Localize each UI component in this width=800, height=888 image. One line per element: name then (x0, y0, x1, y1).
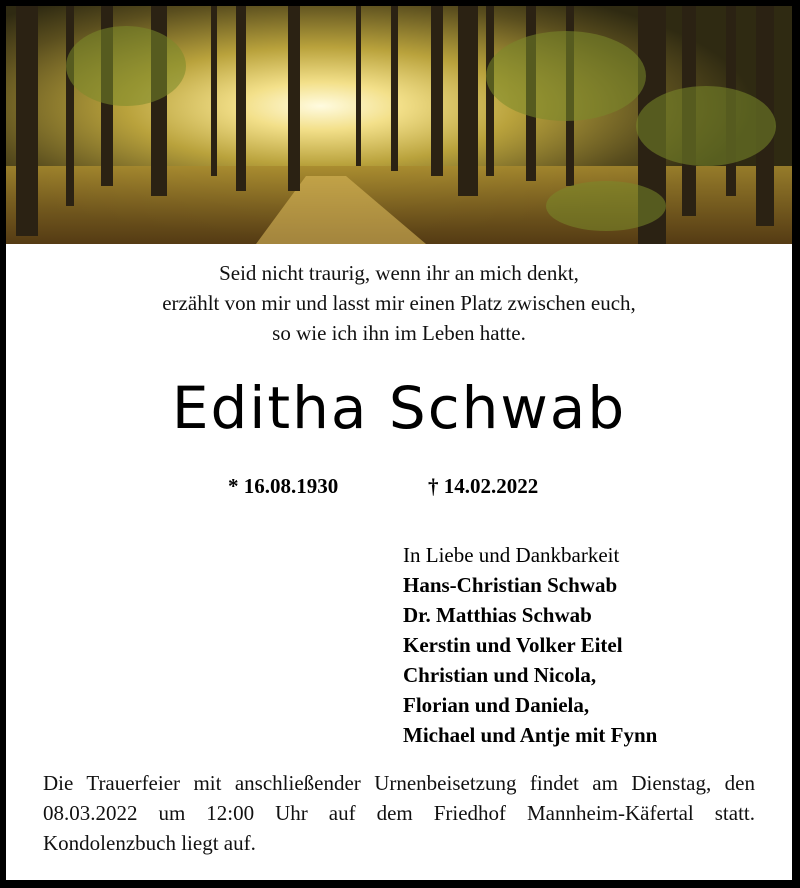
family-signature (403, 540, 657, 750)
poem-line: erzählt von mir und lasst mir einen Platz zwischen euch, (162, 291, 636, 315)
family-member: Dr. Matthias Schwab (403, 603, 592, 627)
family-member: Florian und Daniela, (403, 693, 590, 717)
forest-photo (6, 6, 792, 244)
life-dates (6, 474, 792, 504)
poem-line: so wie ich ihn im Leben hatte. (272, 321, 526, 345)
family-intro: In Liebe und Dankbarkeit (403, 543, 620, 567)
birth-date: * 16.08.1930 (228, 474, 339, 498)
family-member: Christian und Nicola, (403, 663, 597, 687)
poem-line: Seid nicht traurig, wenn ihr an mich denkt, (219, 261, 579, 285)
poem (6, 258, 792, 348)
deceased-name: Editha Schwab (171, 374, 627, 442)
death-date: † 14.02.2022 (428, 474, 539, 498)
family-member: Hans-Christian Schwab (403, 573, 618, 597)
family-member: Michael und Antje mit Fynn (403, 723, 658, 747)
obituary-card (6, 6, 792, 880)
service-info: Die Trauerfeier mit anschließender Urnenbeisetzung findet am Dienstag, den 08.03.2022 um 12:00 Uhr auf dem Friedhof Mannheim-Käfertal statt. Kondolenzbuch liegt auf. (43, 771, 755, 855)
family-member: Kerstin und Volker Eitel (403, 633, 623, 657)
